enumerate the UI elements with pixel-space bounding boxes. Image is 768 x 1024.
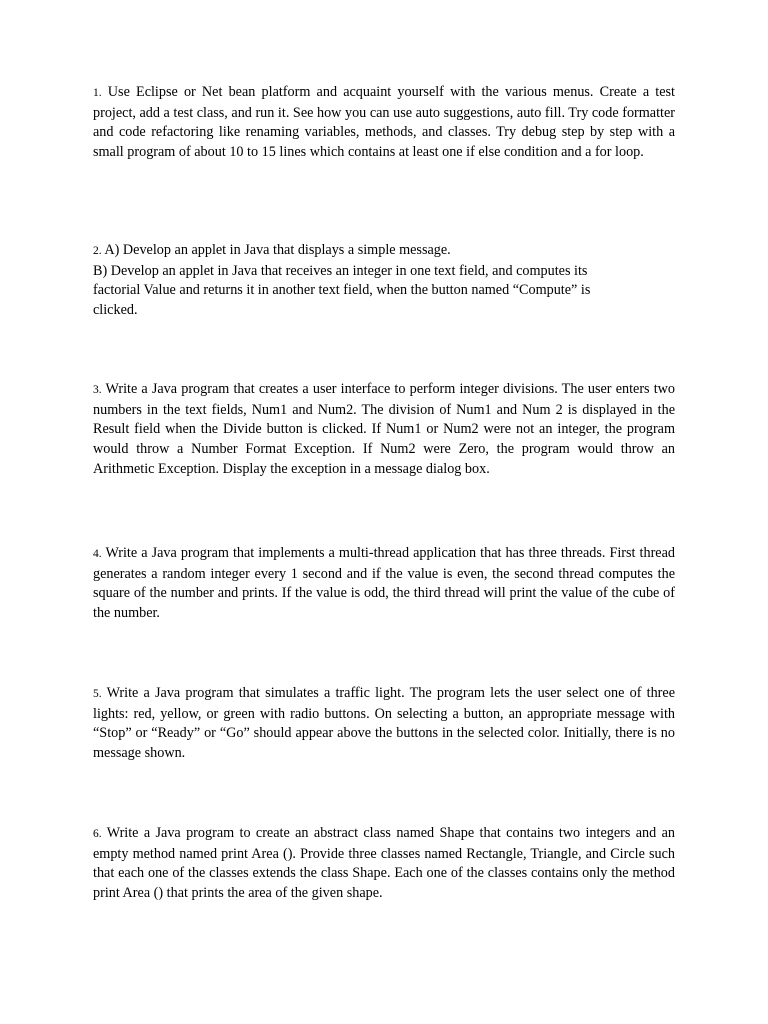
question-4 (93, 544, 675, 624)
question-1-text: Use Eclipse or Net bean platform and acquaint yourself with the various menus. Create a test project, add a test class, and run it. See how you can use auto suggestions, auto fill. Try code formatter and code refactoring like renaming variables, methods, and classes. Try debug step by step with a small program of about 10 to 15 lines which contains at least one if else condition and a for loop. (93, 84, 675, 161)
question-2 (93, 241, 675, 321)
question-2-number: 2. (93, 245, 102, 257)
question-3-text: Write a Java program that creates a user interface to perform integer divisions. The user enters two numbers in the text fields, Num1 and Num2. The division of Num1 and Num 2 is displayed in the Result field when the Divide button is clicked. If Num1 or Num2 were not an integer, the program would throw a Number Format Exception. If Num2 were Zero, the program would throw an Arithmetic Exception. Display the exception in a message dialog box. (93, 381, 675, 477)
question-2-part-b-line-1: B) Develop an applet in Java that receives an integer in one text field, and computes its (93, 262, 588, 279)
question-4-text: Write a Java program that implements a multi-thread application that has three threads. First thread generates a random integer every 1 second and if the value is even, the second thread computes the square of the number and prints. If the value is odd, the third thread will print the value of the cube of the number. (93, 545, 675, 622)
question-5-number: 5. (93, 688, 102, 700)
question-4-number: 4. (93, 548, 102, 560)
question-3 (93, 380, 675, 480)
question-3-number: 3. (93, 384, 102, 396)
question-1-number: 1. (93, 87, 102, 99)
question-2-part-b-line-2: factorial Value and returns it in another text field, when the button named “Compute” is (93, 282, 591, 299)
question-6 (93, 824, 675, 904)
question-2-part-a (93, 241, 675, 262)
question-6-number: 6. (93, 828, 102, 840)
question-5 (93, 684, 675, 764)
question-2-part-b-line-3: clicked. (93, 302, 138, 319)
question-5-text: Write a Java program that simulates a traffic light. The program lets the user select one of three lights: red, yellow, or green with radio buttons. On selecting a button, an appropriate message with “Stop” or “Ready” or “Go” should appear above the buttons in the selected color. Initially, there is no message shown. (93, 685, 675, 762)
question-2-part-a-text: A) Develop an applet in Java that displays a simple message. (104, 242, 451, 258)
question-6-text: Write a Java program to create an abstract class named Shape that contains two integers and an empty method named print Area (). Provide three classes named Rectangle, Triangle, and Circle such that each one of the classes extends the class Shape. Each one of the classes contains only the method print Area () that prints the area of the given shape. (93, 825, 675, 902)
question-1 (93, 83, 675, 163)
